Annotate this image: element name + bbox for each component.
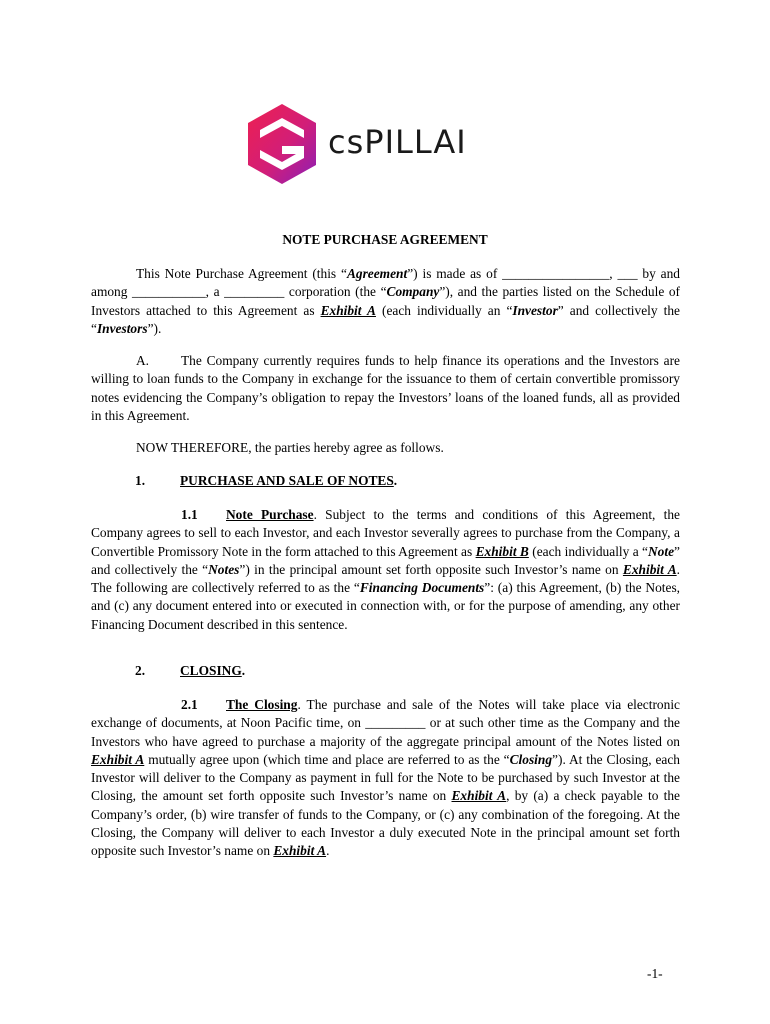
company-logo: [244, 102, 504, 186]
section-1-1-paragraph: 1.1 Note Purchase. Subject to the terms and conditions of this Agreement, the Company agrees to sell to each Investor, and each Investor severally agrees to purchase from the Company, a Convertible Promissory Note in the form attached to this Agreement as Exhibit B (each individually a “Note” and collectively the “Notes”) in the principal amount set forth opposite such Investor’s name on Exhibit A. The following are collectively referred to as the “Financing Documents”: (a) this Agreement, (b) the Notes, and (c) any document entered into or executed in connection with, or for the purpose of amending, any other Financing Document described in this sentence.: [91, 507, 681, 632]
cs-logo-mark-icon: [244, 102, 320, 186]
section-1-heading: 1. PURCHASE AND SALE OF NOTES.: [135, 473, 398, 488]
intro-paragraph: This Note Purchase Agreement (this “Agreement”) is made as of ________________, ___ by and among ___________, a _________ corporation (the “Company”), and the parties listed on the Schedule of Investors attached to this Agreement as Exhibit A (each individually an “Investor” and collectively the “Investors”).: [91, 266, 680, 336]
page-number: -1-: [647, 966, 663, 981]
recital-a: A. The Company currently requires funds to help finance its operations and the Investors are willing to loan funds to the Company in exchange for the issuance to them of certain convertible promissory notes evidencing the Company’s obligation to repay the Investors’ loans of the loaned funds, all as provided in this Agreement.: [91, 353, 680, 423]
document-title: NOTE PURCHASE AGREEMENT: [282, 232, 488, 247]
section-2-1-paragraph: 2.1 The Closing. The purchase and sale of the Notes will take place via electronic exchange of documents, at Noon Pacific time, on _________ or at such other time as the Company and the Investors who have agreed to purchase a majority of the aggregate principal amount of the Notes listed on Exhibit A mutually agree upon (which time and place are referred to as the “Closing”). At the Closing, each Investor will deliver to the Company as payment in full for the Note to be purchased by such Investor at the Closing, the amount set forth opposite such Investor’s name on Exhibit A, by (a) a check payable to the Company’s order, (b) wire transfer of funds to the Company, or (c) any combination of the foregoing. At the Closing, the Company will deliver to each Investor a duly executed Note in the principal amount set forth opposite such Investor’s name on Exhibit A.: [91, 697, 680, 859]
exhibit-a-reference: Exhibit A: [622, 561, 677, 577]
logo-wordmark: csPILLAI: [328, 123, 467, 161]
exhibit-a-reference: Exhibit A: [273, 843, 327, 859]
defined-term-investors: Investors: [96, 320, 148, 336]
exhibit-a-reference: Exhibit A: [451, 788, 507, 804]
defined-term-investor: Investor: [512, 302, 558, 318]
exhibit-b-reference: Exhibit B: [475, 543, 529, 559]
exhibit-a-reference: Exhibit A: [320, 302, 376, 318]
defined-term-agreement: Agreement: [346, 266, 408, 281]
defined-term-company: Company: [386, 284, 440, 300]
exhibit-a-reference: Exhibit A: [91, 751, 145, 767]
section-2-heading: 2. CLOSING.: [135, 663, 246, 678]
now-therefore-paragraph: NOW THEREFORE, the parties hereby agree as follows.: [136, 440, 444, 455]
